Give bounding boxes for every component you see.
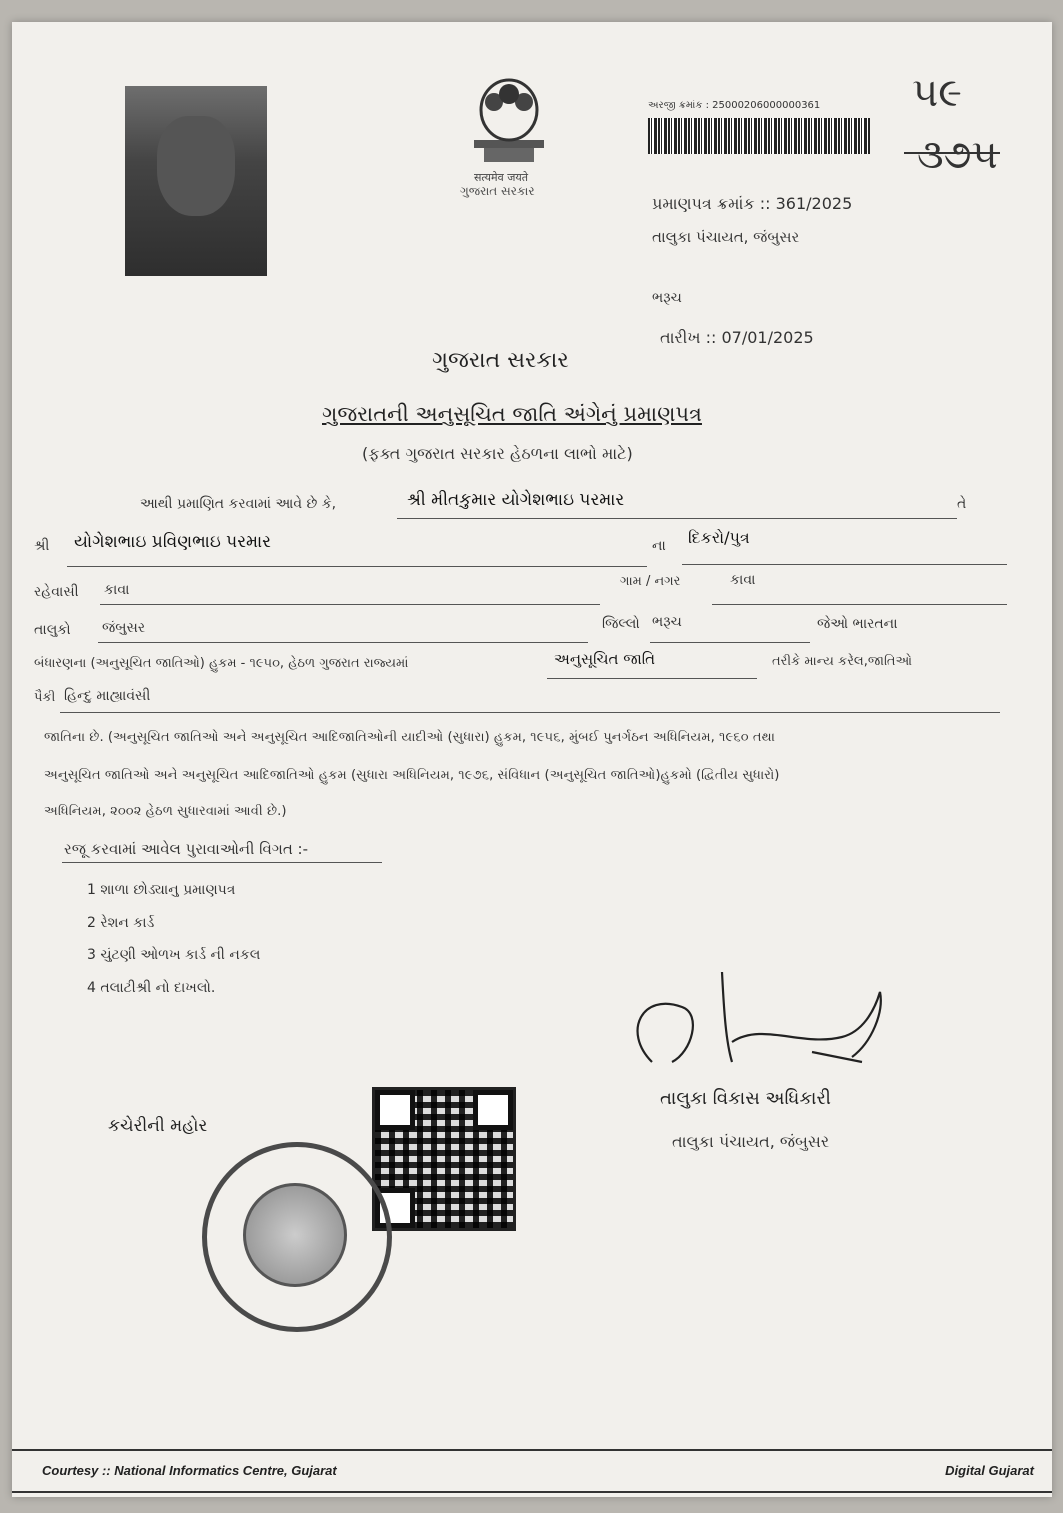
- handwritten-bottom: ૩૭૫: [917, 132, 998, 178]
- village-value: કાવા: [730, 572, 756, 588]
- application-number: અરજી ક્રમાંક : 25000206000000361: [648, 100, 821, 111]
- applicant-name: શ્રી મીતકુમાર યોગેશભાઇ પરમાર: [407, 490, 625, 510]
- among-label: પૈકી: [34, 690, 56, 705]
- office-stamp-label: કચેરીની મહોર: [108, 1116, 208, 1136]
- footer-courtesy: Courtesy :: National Informatics Centre, Gujarat: [42, 1463, 337, 1478]
- emblem-govt: ગુજરાત સરકાર: [460, 184, 535, 198]
- legal-para-1: જાતિના છે. (અનુસૂચિત જાતિઓ અને અનુસૂચિત આદિજાતિઓની યાદીઓ (સુધારા) હુકમ, ૧૯૫૬, મુંબઈ પુનર્ગઠન અધિનિયમ, ૧૯૬૦ તથા: [44, 730, 775, 745]
- footer: [12, 1449, 1052, 1493]
- certify-label: આથી પ્રમાણિત કરવામાં આવે છે કે,: [140, 496, 337, 512]
- legal-para-3: અધિનિયમ, ૨૦૦૨ હેઠળ સુધારવામાં આવી છે.): [44, 804, 287, 819]
- barcode: [648, 118, 870, 154]
- signatory-office: તાલુકા પંચાયત, જંબુસર: [672, 1132, 830, 1151]
- village-label: ગામ / નગર: [620, 574, 681, 589]
- qr-code: [372, 1087, 516, 1231]
- legal-para-2: અનુસૂચિત જાતિઓ અને અનુસૂચિત આદિજાતિઓ હુકમ (સુધારા અધિનિયમ, ૧૯૭૬, સંવિધાન (અનુસૂચિત જાતિઓ)હુકમો (દ્વિતીય સુધારો): [44, 768, 780, 783]
- resident-value: કાવા: [104, 582, 130, 598]
- taluka-value: જંબુસર: [102, 620, 146, 636]
- shri-label: શ્રી: [34, 538, 50, 554]
- certificate-subtitle: (ફક્ત ગુજરાત સરકાર હેઠળના લાભો માટે): [362, 444, 633, 463]
- district-value: ભરૂચ: [652, 614, 682, 630]
- issuing-office: તાલુકા પંચાયત, જંબુસર: [652, 228, 800, 246]
- recognized-text: તરીકે માન્ય કરેલ,જાતિઓ: [772, 654, 913, 669]
- office-seal: [202, 1142, 392, 1332]
- district-label: જિલ્લો: [602, 616, 640, 632]
- certificate-title: ગુજરાતની અનુસૂચિત જાતિ અંગેનું પ્રમાણપત્ર: [322, 402, 702, 426]
- india-text: જેઓ ભારતના: [817, 616, 898, 632]
- issue-date: તારીખ :: 07/01/2025: [660, 328, 814, 347]
- certificate-page: [12, 22, 1052, 1497]
- certificate-number: પ્રમાણપત્ર ક્રમાંક :: 361/2025: [652, 194, 853, 213]
- category-value: અનુસૂચિત જાતિ: [554, 650, 656, 668]
- emblem-motto: सत्यमेव जयते: [474, 171, 529, 184]
- caste-value: હિન્દુ માહ્યાવંસી: [64, 688, 151, 704]
- officer-signature: [612, 952, 922, 1092]
- father-name: યોગેશભાઇ પ્રવિણભાઇ પરમાર: [74, 532, 271, 552]
- evidence-item: 3 ચુંટણી ઓળખ કાર્ડ ની નકલ: [87, 947, 261, 963]
- resident-label: રહેવાસી: [34, 584, 79, 600]
- handwritten-top: ૫૯: [912, 70, 962, 116]
- taluka-label: તાલુકો: [34, 622, 71, 638]
- govt-title: ગુજરાત સરકાર: [432, 348, 569, 373]
- te-label: તે: [957, 496, 967, 512]
- evidence-item: 2 રેશન કાર્ડ: [87, 915, 155, 931]
- national-emblem-icon: [464, 70, 554, 180]
- constitution-text: બંધારણના (અનુસૂચિત જાતિઓ) હુકમ - ૧૯૫૦, હેઠળ ગુજરાત રાજ્યમાં: [34, 656, 409, 671]
- applicant-photo: [125, 86, 267, 276]
- na-label: ના: [652, 538, 666, 554]
- signatory-designation: તાલુકા વિકાસ અધિકારી: [660, 1088, 831, 1109]
- district: ભરૂચ: [652, 290, 682, 306]
- evidence-item: 1 શાળા છોડ્યાનુ પ્રમાણપત્ર: [87, 882, 236, 898]
- footer-brand: Digital Gujarat: [945, 1463, 1034, 1478]
- relation: દિકરો/પુત્ર: [688, 528, 750, 547]
- evidence-item: 4 તલાટીશ્રી નો દાખલો.: [87, 980, 216, 996]
- evidence-heading: રજૂ કરવામાં આવેલ પુરાવાઓની વિગત :-: [64, 840, 309, 858]
